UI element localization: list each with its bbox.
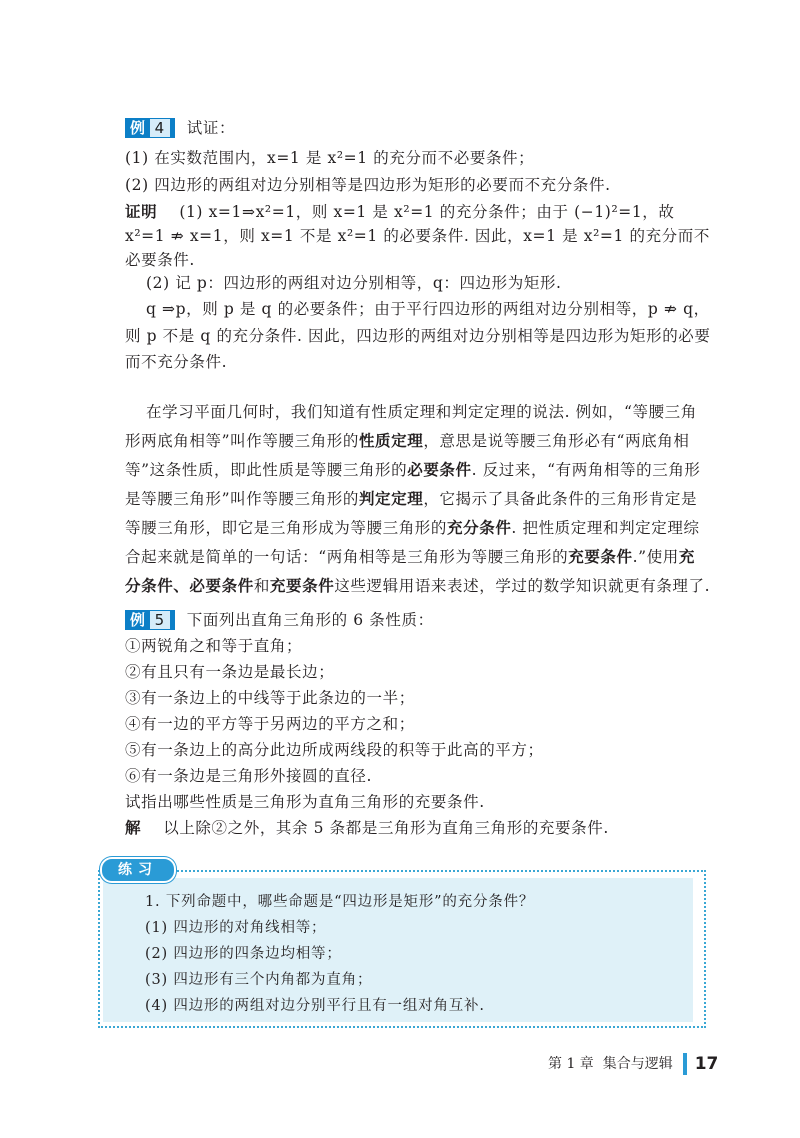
proof-line-3: 必要条件.	[125, 251, 195, 269]
example5-item-2: ②有且只有一条边是最长边；	[125, 663, 335, 681]
chapter-title: 集合与逻辑	[602, 1056, 673, 1072]
solution-label: 解	[125, 819, 142, 837]
practice-question-1: 1. 下列命题中，哪些命题是“四边形是矩形”的充分条件？	[145, 894, 535, 910]
term-sufficient-necessary: 充要条件	[568, 548, 633, 566]
proof-line-2: x²=1 ⇏ x=1，则 x=1 不是 x²=1 的必要条件. 因此，x=1 是 x²=1 的充分而不	[125, 227, 710, 245]
example5-question: 试指出哪些性质是三角形为直角三角形的充要条件.	[125, 793, 485, 811]
example5-item-4: ④有一边的平方等于另两边的平方之和；	[125, 715, 415, 733]
example5-item-5: ⑤有一条边上的高分此边所成两线段的积等于此高的平方；	[125, 741, 544, 759]
term-necessary-condition: 必要条件	[407, 461, 472, 479]
proof-line-6: 则 p 不是 q 的充分条件. 因此，四边形的两组对边分别相等是四边形为矩形的必要	[125, 327, 711, 345]
proof-line-7: 而不充分条件.	[125, 353, 228, 371]
proof-label: 证明	[125, 203, 158, 221]
paragraph-line-1: 在学习平面几何时，我们知道有性质定理和判定定理的说法. 例如，“等腰三角	[146, 403, 697, 421]
example4-item-1: (1) 在实数范围内，x=1 是 x²=1 的充分而不必要条件；	[125, 149, 535, 167]
practice-item-4: (4) 四边形的两组对边分别平行且有一组对角互补.	[145, 998, 485, 1014]
example4-header	[125, 118, 695, 138]
example5-solution: 解 以上除②之外，其余 5 条都是三角形为直角三角形的充要条件.	[125, 819, 609, 837]
example4-item-2: (2) 四边形的两组对边分别相等是四边形为矩形的必要而不充分条件.	[125, 176, 611, 194]
example5-title: 下面列出直角三角形的 6 条性质：	[186, 611, 434, 629]
page-footer	[548, 1053, 718, 1075]
paragraph-line-2: 形两底角相等”叫作等腰三角形的性质定理，意思是说等腰三角形必有“两底角相	[125, 432, 690, 450]
practice-item-1: (1) 四边形的对角线相等；	[145, 920, 327, 936]
proof-line-4: (2) 记 p：四边形的两组对边分别相等，q：四边形为矩形.	[146, 274, 562, 292]
paragraph-line-7: 分条件、必要条件和充要条件这些逻辑用语来表述，学过的数学知识就更有条理了.	[125, 577, 711, 595]
example5-header	[125, 610, 695, 630]
paragraph-line-4: 是等腰三角形”叫作等腰三角形的判定定理，它揭示了具备此条件的三角形肯定是	[125, 490, 698, 508]
proof-line-5: q ⇒p，则 p 是 q 的必要条件；由于平行四边形的两组对边分别相等，p ⇏ q，	[146, 300, 710, 318]
term-property-theorem: 性质定理	[358, 432, 424, 450]
example5-item-1: ①两锐角之和等于直角；	[125, 637, 303, 655]
proof-line-1: 证明 (1) x=1⇒x²=1，则 x=1 是 x²=1 的充分条件；由于 (−1)²=1，故	[125, 203, 675, 221]
example4-title: 试证：	[186, 119, 236, 137]
footer-divider	[683, 1053, 687, 1075]
term-sufficient-condition: 充分条件	[447, 519, 512, 537]
paragraph-line-6: 合起来就是简单的一句话：“两角相等是三角形为等腰三角形的充要条件.”使用充	[125, 548, 696, 566]
practice-tab: 练习	[100, 857, 176, 883]
chapter-number: 第 1 章	[548, 1056, 594, 1072]
example5-item-6: ⑥有一条边是三角形外接圆的直径.	[125, 767, 373, 785]
example-tag: 例 4	[125, 118, 175, 138]
paragraph-line-5: 等腰三角形，即它是三角形成为等腰三角形的充分条件. 把性质定理和判定定理综	[125, 519, 700, 537]
term-judgment-theorem: 判定定理	[358, 490, 424, 508]
paragraph-line-3: 等”这条性质，即此性质是等腰三角形的必要条件. 反过来，“有两角相等的三角形	[125, 461, 701, 479]
practice-item-2: (2) 四边形的四条边均相等；	[145, 946, 342, 962]
example5-item-3: ③有一条边上的中线等于此条边的一半；	[125, 689, 415, 707]
example-tag: 例 5	[125, 610, 175, 630]
page-number: 17	[694, 1054, 719, 1074]
practice-item-3: (3) 四边形有三个内角都为直角；	[145, 972, 373, 988]
